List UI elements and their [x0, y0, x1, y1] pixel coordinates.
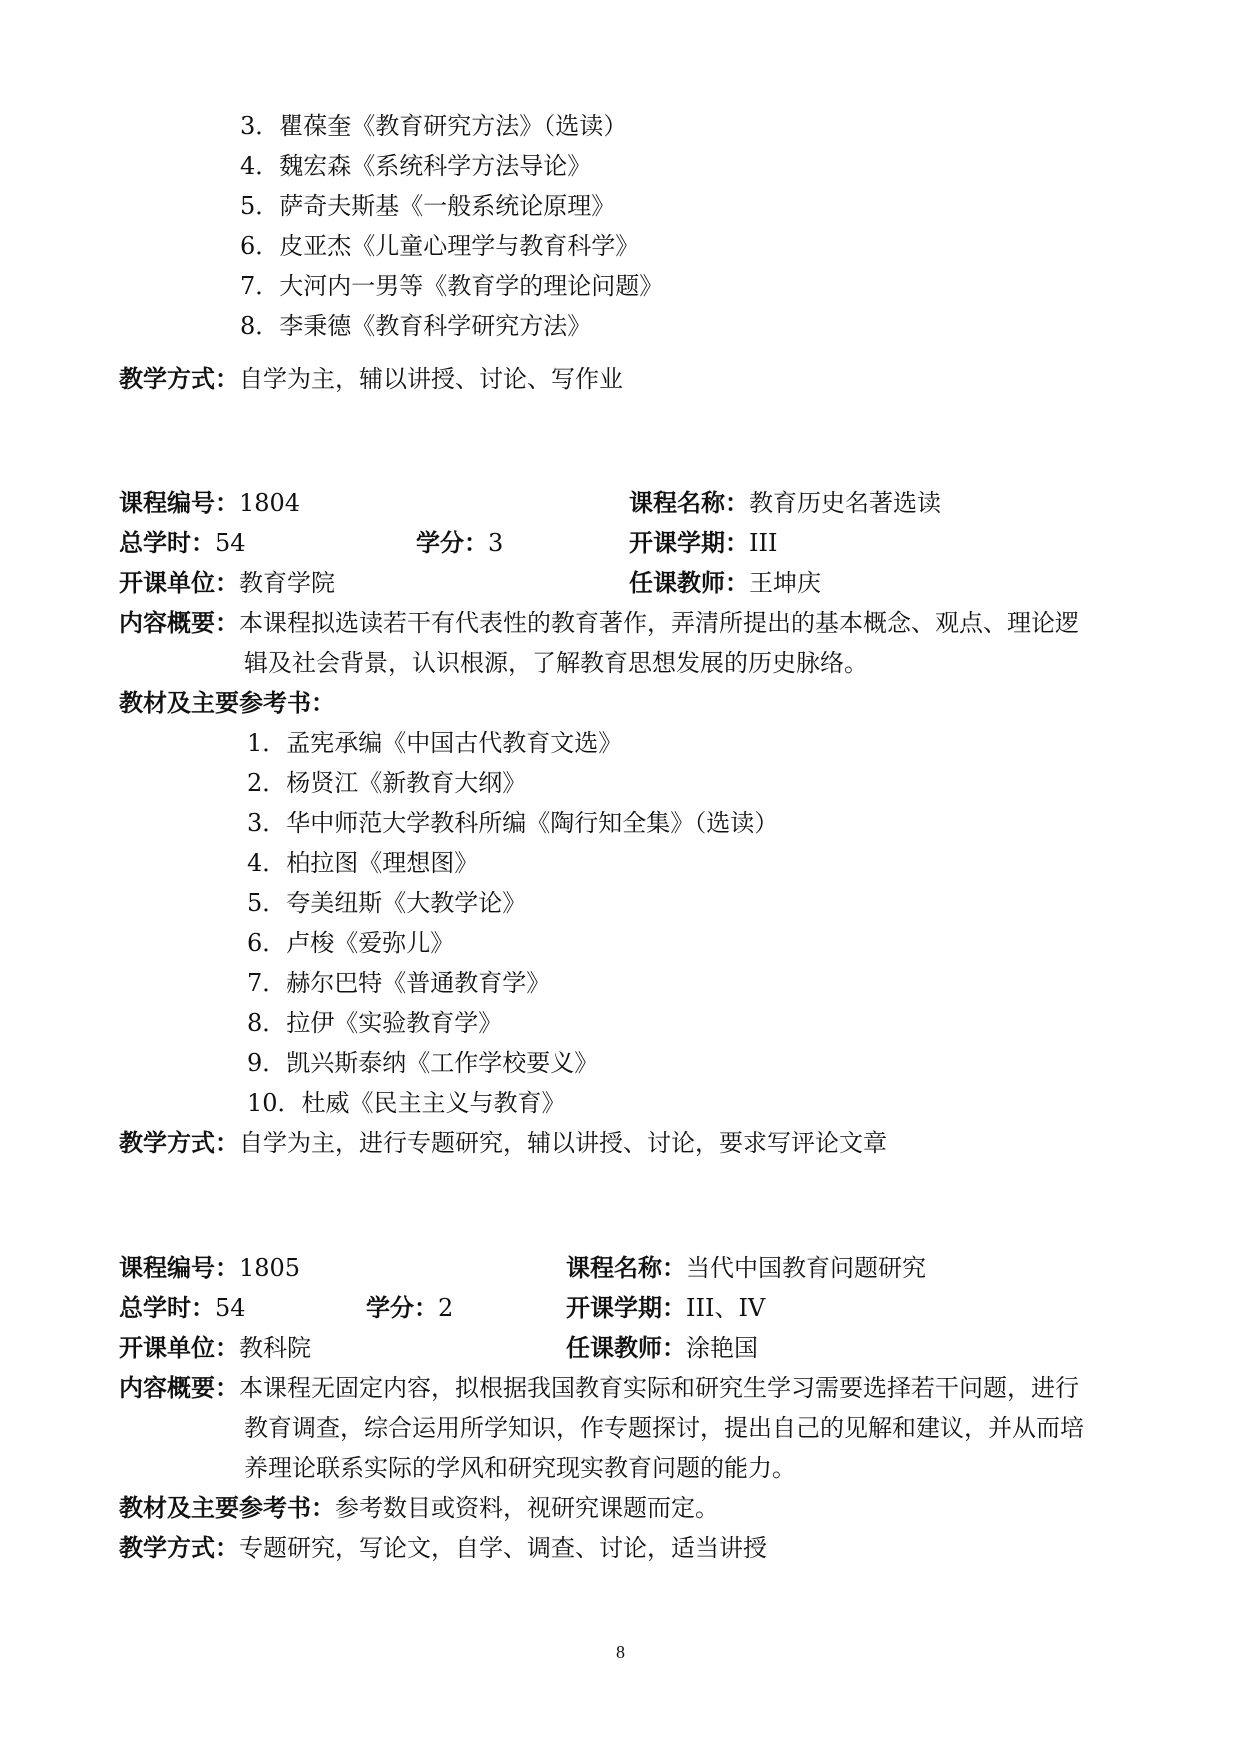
- teacher-value: 涂艳国: [686, 1334, 758, 1362]
- course-code: [119, 488, 300, 519]
- ref-text: 皮亚杰《儿童心理学与教育科学》: [279, 232, 640, 260]
- ref-number: 7．: [240, 272, 280, 300]
- list-item: [247, 808, 778, 838]
- credits-value: 2: [438, 1294, 454, 1322]
- ref-number: 9．: [247, 1049, 287, 1077]
- ref-text: 瞿葆奎《教育研究方法》（选读）: [279, 112, 628, 140]
- list-item: [240, 191, 615, 221]
- content-summary: [119, 608, 1079, 638]
- ref-text: 凯兴斯泰纳《工作学校要义》: [286, 1049, 599, 1077]
- ref-number: 3．: [240, 112, 280, 140]
- ref-text: 萨奇夫斯基《一般系统论原理》: [279, 192, 616, 220]
- ref-number: 8．: [247, 1009, 287, 1037]
- course-code-value: 1805: [239, 1254, 301, 1282]
- course-code-label: 课程编号：: [119, 489, 239, 517]
- method-value: 专题研究，写论文，自学、调查、讨论，适当讲授: [239, 1534, 767, 1562]
- list-item: [247, 888, 526, 918]
- list-item: [240, 231, 639, 261]
- list-item: [240, 111, 627, 141]
- course-code-label: 课程编号：: [119, 1254, 239, 1282]
- content-summary: [119, 1373, 1079, 1403]
- teacher: [566, 1333, 758, 1364]
- offering-unit: [119, 1333, 311, 1364]
- summary-label: 内容概要：: [119, 1374, 239, 1402]
- ref-number: 5．: [247, 889, 287, 917]
- ref-text: 孟宪承编《中国古代教育文选》: [286, 729, 623, 757]
- offering-unit-value: 教育学院: [239, 569, 335, 597]
- teacher-label: 任课教师：: [629, 569, 749, 597]
- term: [629, 528, 777, 559]
- list-item: [240, 151, 591, 181]
- term-value: III、IV: [686, 1294, 766, 1322]
- method-label: 教学方式：: [119, 1534, 239, 1562]
- ref-text: 华中师范大学教科所编《陶行知全集》（选读）: [286, 809, 779, 837]
- term-value: III: [749, 529, 778, 557]
- ref-text: 杜威《民主主义与教育》: [301, 1089, 566, 1117]
- ref-text: 柏拉图《理想图》: [286, 849, 479, 877]
- list-item: [247, 1088, 566, 1118]
- credits: [366, 1293, 453, 1324]
- summary-line: 养理论联系实际的学风和研究现实教育问题的能力。: [244, 1454, 796, 1482]
- total-hours-label: 总学时：: [119, 529, 215, 557]
- method-label: 教学方式：: [119, 365, 239, 393]
- list-item: [247, 848, 478, 878]
- course-code-value: 1804: [239, 489, 301, 517]
- textbooks: [119, 1493, 719, 1523]
- credits-value: 3: [488, 529, 504, 557]
- ref-number: 7．: [247, 969, 287, 997]
- page-number: 8: [616, 1642, 625, 1662]
- credits-label: 学分：: [416, 529, 488, 557]
- ref-number: 10．: [247, 1089, 302, 1117]
- list-item: [247, 768, 526, 798]
- list-item: [240, 311, 591, 341]
- ref-number: 6．: [247, 929, 287, 957]
- total-hours: [119, 528, 246, 559]
- list-item: [240, 271, 663, 301]
- course-name-label: 课程名称：: [629, 489, 749, 517]
- course-name-value: 当代中国教育问题研究: [686, 1254, 926, 1282]
- list-item: [247, 1008, 502, 1038]
- books-label: 教材及主要参考书：: [119, 689, 335, 717]
- ref-text: 赫尔巴特《普通教育学》: [286, 969, 551, 997]
- list-item: [247, 968, 550, 998]
- ref-number: 8．: [240, 312, 280, 340]
- ref-number: 4．: [240, 152, 280, 180]
- course-name: [629, 488, 941, 519]
- course-name: [566, 1253, 926, 1284]
- offering-unit: [119, 568, 335, 599]
- ref-text: 夸美纽斯《大教学论》: [286, 889, 527, 917]
- ref-number: 2．: [247, 769, 287, 797]
- ref-text: 杨贤江《新教育大纲》: [286, 769, 527, 797]
- ref-text: 魏宏森《系统科学方法导论》: [279, 152, 592, 180]
- teaching-method: [119, 1533, 767, 1563]
- total-hours-value: 54: [215, 529, 246, 557]
- total-hours-value: 54: [215, 1294, 246, 1322]
- summary-line: 本课程拟选读若干有代表性的教育著作，弄清所提出的基本概念、观点、理论逻: [239, 609, 1079, 637]
- summary-line: 本课程无固定内容，拟根据我国教育实际和研究生学习需要选择若干问题，进行: [239, 1374, 1079, 1402]
- ref-text: 李秉德《教育科学研究方法》: [279, 312, 592, 340]
- course-name-value: 教育历史名著选读: [749, 489, 941, 517]
- ref-number: 3．: [247, 809, 287, 837]
- method-value: 自学为主，辅以讲授、讨论、写作业: [239, 365, 623, 393]
- teaching-method: [119, 364, 623, 394]
- ref-number: 4．: [247, 849, 287, 877]
- teacher: [629, 568, 821, 599]
- credits: [416, 528, 503, 559]
- summary-line: 辑及社会背景，认识根源，了解教育思想发展的历史脉络。: [244, 649, 868, 677]
- list-item: [247, 928, 454, 958]
- term-label: 开课学期：: [629, 529, 749, 557]
- list-item: [247, 728, 622, 758]
- textbooks-heading: [119, 688, 335, 718]
- teacher-label: 任课教师：: [566, 1334, 686, 1362]
- method-value: 自学为主，进行专题研究，辅以讲授、讨论，要求写评论文章: [239, 1129, 887, 1157]
- teacher-value: 王坤庆: [749, 569, 821, 597]
- ref-number: 5．: [240, 192, 280, 220]
- summary-label: 内容概要：: [119, 609, 239, 637]
- summary-line: 教育调查，综合运用所学知识，作专题探讨，提出自己的见解和建议，并从而培: [244, 1414, 1084, 1442]
- course-name-label: 课程名称：: [566, 1254, 686, 1282]
- ref-text: 大河内一男等《教育学的理论问题》: [279, 272, 664, 300]
- term: [566, 1293, 765, 1324]
- ref-text: 拉伊《实验教育学》: [286, 1009, 503, 1037]
- credits-label: 学分：: [366, 1294, 438, 1322]
- ref-text: 卢梭《爱弥儿》: [286, 929, 455, 957]
- list-item: [247, 1048, 598, 1078]
- total-hours: [119, 1293, 246, 1324]
- books-value: 参考数目或资料，视研究课题而定。: [335, 1494, 719, 1522]
- offering-unit-label: 开课单位：: [119, 569, 239, 597]
- term-label: 开课学期：: [566, 1294, 686, 1322]
- books-label: 教材及主要参考书：: [119, 1494, 335, 1522]
- offering-unit-value: 教科院: [239, 1334, 311, 1362]
- course-code: [119, 1253, 300, 1284]
- method-label: 教学方式：: [119, 1129, 239, 1157]
- total-hours-label: 总学时：: [119, 1294, 215, 1322]
- teaching-method: [119, 1128, 887, 1158]
- offering-unit-label: 开课单位：: [119, 1334, 239, 1362]
- ref-number: 6．: [240, 232, 280, 260]
- ref-number: 1．: [247, 729, 287, 757]
